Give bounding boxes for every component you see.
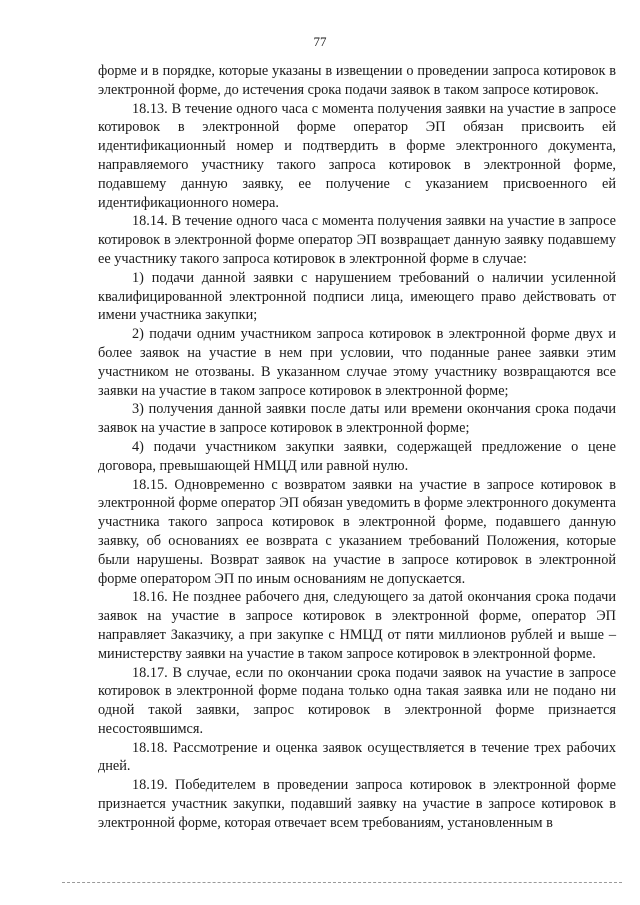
paragraph-continuation: форме и в порядке, которые указаны в извещении о проведении запроса котировок в электронной форме, до истечения срока подачи заявок в таком запросе котировок. [98,63,616,98]
page-bottom-rule [62,882,622,883]
paragraph-18-16: 18.16. Не позднее рабочего дня, следующего за датой окончания срока подачи заявок на участие в запросе котировок в электронной форме, оператор ЭП направляет Заказчику, а при закупке с НМЦД от пяти миллионов рублей и выше – министерству заявки на участие в таком запросе котировок в электронной форме. [98,589,616,662]
paragraph-18-18: 18.18. Рассмотрение и оценка заявок осуществляется в течение трех рабочих дней. [98,739,616,775]
paragraph-18-14: 18.14. В течение одного часа с момента получения заявки на участие в запросе котировок в электронной форме оператор ЭП возвращает данную заявку подавшему ее участнику такого запроса котировок в электронной форме в случае: [98,213,616,267]
list-item-1: 1) подачи данной заявки с нарушением требований о наличии усиленной квалифицированной электронной подписи лица, имеющего право действовать от имени участника закупки; [98,269,616,324]
list-item-4: 4) подачи участником закупки заявки, содержащей предложение о цене договора, превышающей НМЦД или равной нулю. [98,438,616,474]
list-item-2: 2) подачи одним участником запроса котировок в электронной форме двух и более заявок на участие в нем при условии, что поданные ранее заявки этим участником не отозваны. В указанном случае этому участнику возвращаются все заявки на участие в таком запросе котировок в электронной форме; [98,326,616,399]
list-item-3: 3) получения данной заявки после даты или времени окончания срока подачи заявок на участие в запросе котировок в электронной форме; [98,401,616,437]
paragraph-18-15: 18.15. Одновременно с возвратом заявки на участие в запросе котировок в электронной форме оператор ЭП обязан уведомить в форме электронного документа участника такого запроса котировок в электронной форме, подавшего данную заявку, об основаниях ее возврата с указанием требований Положения, которые были нарушены. Возврат заявок на участие в запросе котировок в электронной форме оператором ЭП по иным основаниям не допускается. [98,476,616,587]
page-number: 77 [313,34,327,49]
paragraph-18-19: 18.19. Победителем в проведении запроса котировок в электронной форме признается участник закупки, подавший заявку на участие в запросе котировок в электронной форме, которая отвечает всем требованиям, установленным в [98,777,616,831]
document-body [98,62,616,833]
paragraph-18-17: 18.17. В случае, если по окончании срока подачи заявок на участие в запросе котировок в электронной форме подана только одна такая заявка или не подано ни одной такой заявки, запрос котировок в электронной форме признается несостоявшимся. [98,664,616,737]
paragraph-18-13: 18.13. В течение одного часа с момента получения заявки на участие в запросе котировок в электронной форме оператор ЭП обязан присвоить ей идентификационный номер и подтвердить в форме электронного документа, направляемого участнику такого запроса котировок в электронной форме, подавшему данную заявку, ее получение с указанием присвоенного ей идентификационного номера. [98,100,616,211]
